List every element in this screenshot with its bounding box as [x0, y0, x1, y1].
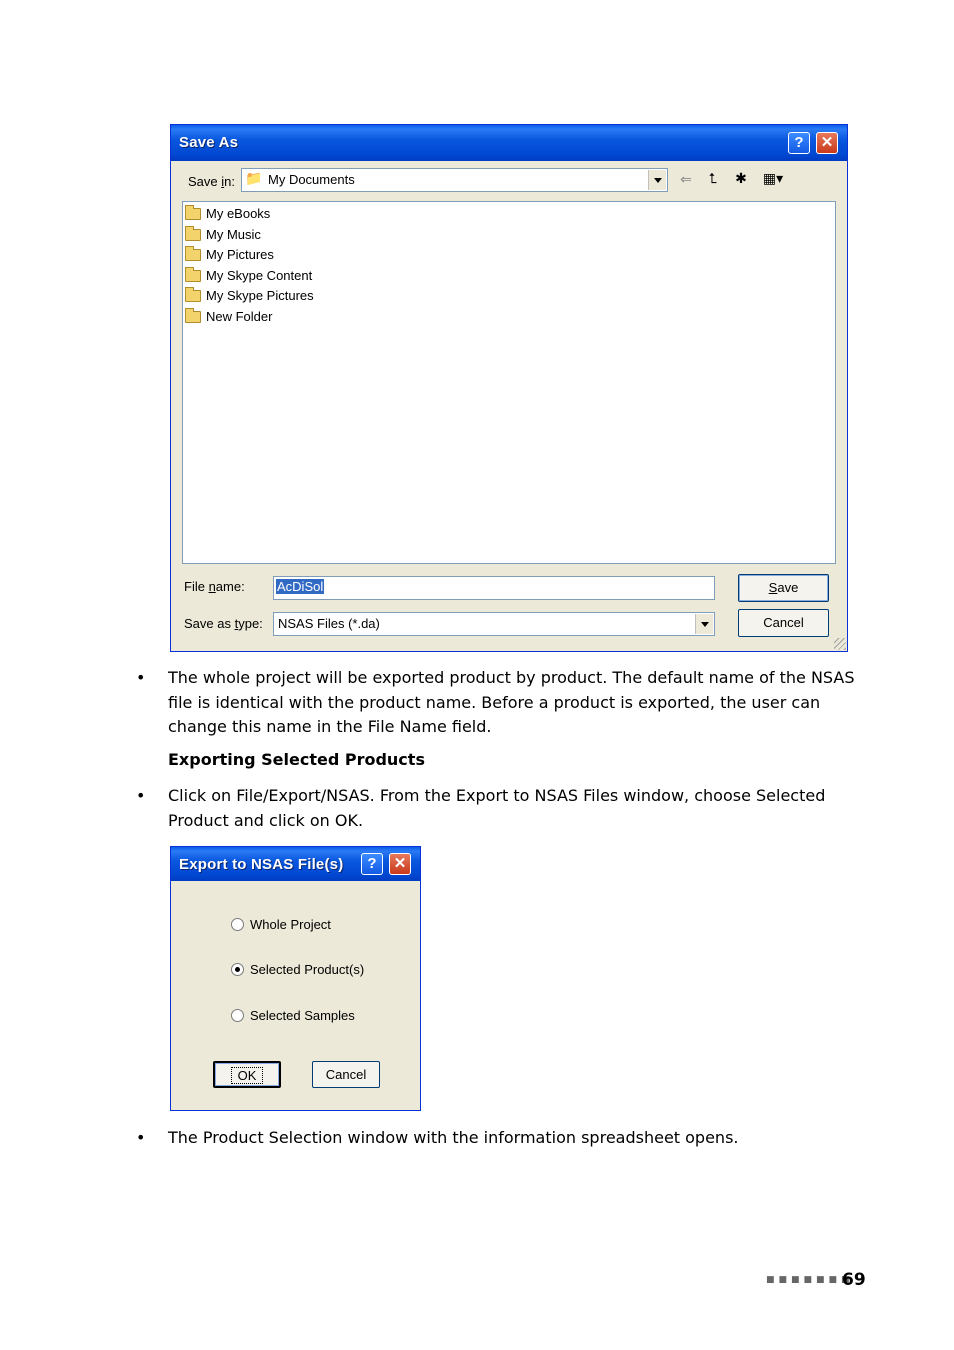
option-label: Selected Product(s) — [250, 962, 365, 977]
ok-button[interactable]: OK — [213, 1061, 281, 1088]
chevron-down-icon[interactable] — [648, 170, 666, 190]
folder-icon — [185, 208, 201, 220]
section-heading: Exporting Selected Products — [168, 750, 425, 769]
file-list[interactable]: My eBooks My Music My Pictures My Skype Content My Skype Pictures New Folder — [182, 201, 836, 564]
folder-icon — [185, 290, 201, 302]
file-name-label: File name: — [184, 579, 245, 594]
help-button[interactable]: ? — [788, 132, 810, 154]
title-bar[interactable] — [171, 847, 420, 881]
save-in-label: Save in: — [188, 174, 235, 189]
cancel-button[interactable]: Cancel — [738, 609, 829, 637]
paragraph-export-selected: Click on File/Export/NSAS. From the Export to NSAS Files window, choose Selected Product and click on OK. — [168, 786, 826, 830]
bullet-icon: • — [136, 1128, 146, 1147]
option-label: Whole Project — [250, 917, 331, 932]
close-button[interactable]: ✕ — [389, 853, 411, 875]
paragraph-product-selection: The Product Selection window with the information spreadsheet opens. — [168, 1128, 739, 1147]
chevron-down-icon[interactable] — [695, 614, 713, 634]
folder-icon — [185, 311, 201, 323]
option-label: Selected Samples — [250, 1008, 355, 1023]
save-as-dialog — [170, 124, 848, 652]
title-bar[interactable] — [171, 125, 847, 161]
pictures-folder-icon — [185, 249, 201, 261]
up-folder-icon[interactable]: ⮤ — [708, 171, 718, 187]
resize-grip-icon[interactable] — [834, 638, 846, 650]
new-folder-icon[interactable]: ✱ — [735, 171, 747, 187]
my-documents-icon: 📁 — [245, 171, 263, 187]
close-button[interactable]: ✕ — [816, 132, 838, 154]
cancel-button[interactable]: Cancel — [312, 1061, 380, 1088]
file-name-input[interactable]: AcDiSol — [273, 576, 715, 600]
help-button[interactable]: ? — [361, 853, 383, 875]
bullet-icon: • — [136, 668, 146, 687]
dialog-body — [173, 881, 418, 1108]
save-as-type-select[interactable]: NSAS Files (*.da) — [273, 612, 715, 636]
radio-selected-samples[interactable] — [231, 1009, 244, 1022]
save-button[interactable]: Save — [738, 574, 829, 602]
radio-selected-products[interactable] — [231, 963, 244, 976]
dialog-title: Save As — [179, 134, 239, 151]
export-nsas-dialog — [170, 846, 421, 1111]
radio-whole-project[interactable] — [231, 918, 244, 931]
bullet-icon: • — [136, 786, 146, 805]
page-number: 69 — [842, 1270, 866, 1290]
save-as-type-label: Save as type: — [184, 616, 263, 631]
view-menu-icon[interactable]: ▦▾ — [762, 171, 784, 187]
paragraph-export-whole: The whole project will be exported product by product. The default name of the NSAS file is identical with the product name. Before a product is exported, the user can change this name in the File Name field. — [168, 668, 855, 736]
folder-icon — [185, 270, 201, 282]
save-in-select[interactable]: 📁 My Documents — [241, 168, 668, 192]
dialog-title: Export to NSAS File(s) — [179, 856, 344, 873]
music-folder-icon — [185, 229, 201, 241]
back-arrow-icon[interactable]: ⇐ — [680, 172, 692, 188]
footer-dots: ■■■■■■■ — [766, 1275, 854, 1285]
